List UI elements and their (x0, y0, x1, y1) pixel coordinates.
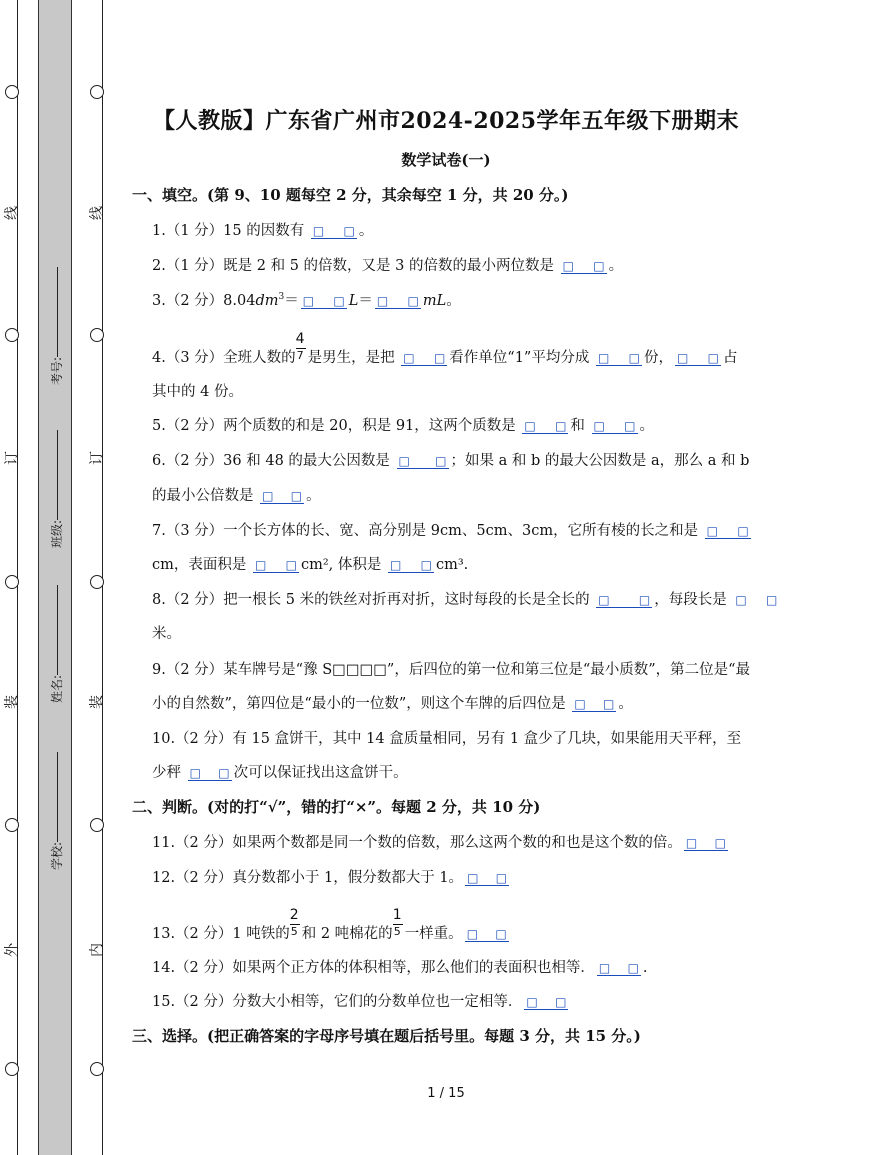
answer-blank[interactable]: □ □ (735, 593, 778, 607)
answer-blank[interactable]: □ □ (574, 697, 615, 711)
question-14: 14.（2 分）如果两个正方体的体积相等，那么他们的表面积也相等． □ □ . (152, 960, 648, 976)
answer-blank[interactable]: □ □ (467, 871, 508, 885)
question-12: 12.（2 分）真分数都小于 1，假分数都大于 1。 □ □ (152, 870, 508, 886)
punch-hole (90, 818, 104, 832)
punch-hole (5, 1062, 19, 1076)
margin-char-line: 线 (89, 206, 105, 220)
margin-char-line: 线 (4, 206, 20, 220)
class-field (48, 430, 65, 548)
punch-hole (90, 575, 104, 589)
punch-hole (90, 85, 104, 99)
answer-blank[interactable]: □ □ (676, 351, 719, 365)
page-number: 1 / 15 (427, 1086, 465, 1101)
margin-gray-band (38, 0, 72, 1155)
answer-blank[interactable]: □ □ (524, 419, 567, 433)
answer-blank[interactable]: □ □ (685, 836, 726, 850)
fraction: $\frac{2}{5}$ (289, 907, 299, 938)
answer-blank[interactable]: □ □ (597, 351, 640, 365)
punch-hole (5, 85, 19, 99)
question-8: 8.（2 分）把一根长 5 米的铁丝对折再对折，这时每段的长是全长的 □ □ ，每段长是 □ □ (152, 592, 778, 608)
margin-char-bind: 装 (89, 695, 105, 709)
name-label: 姓名: (50, 674, 64, 703)
fraction: $\frac{4}{7}$ (295, 331, 305, 362)
question-7: 7.（3 分）一个长方体的长、宽、高分别是 9cm、5cm、3cm，它所有棱的长之和是 □ □ (152, 523, 749, 539)
margin-char-staple: 订 (4, 451, 20, 465)
margin-char-staple: 订 (89, 451, 105, 465)
school-label: 学校: (50, 841, 64, 870)
answer-blank[interactable]: □ □ (598, 961, 639, 975)
class-label: 班级: (50, 519, 64, 548)
name-field (48, 585, 65, 703)
question-15: 15.（2 分）分数大小相等，它们的分数单位也一定相等． □ □ (152, 994, 567, 1010)
question-4: 4.（3 分）全班人数的 $\frac{4}{7}$ 是男生，是把 □ □ 看作单位“1”平均分成 □ □ 份， □ □ 占 (152, 331, 738, 366)
answer-blank[interactable]: □ □ (376, 294, 419, 308)
question-7-line-2: cm，表面积是 □ □ cm², 体积是 □ □ cm³. (152, 557, 469, 573)
answer-blank[interactable]: □ □ (593, 419, 636, 433)
punch-hole (5, 818, 19, 832)
answer-blank[interactable]: □ □ (254, 558, 297, 572)
punch-hole (5, 328, 19, 342)
school-field (48, 752, 65, 870)
question-2: 2.（1 分）既是 2 和 5 的倍数，又是 3 的倍数的最小两位数是 □ □ 。 (152, 258, 624, 274)
question-6-line-2: 的最小公倍数是 □ □ 。 (152, 488, 321, 504)
answer-blank[interactable]: □ □ (598, 593, 651, 607)
answer-blank[interactable]: □ □ (466, 927, 507, 941)
answer-blank[interactable]: □ □ (403, 351, 446, 365)
answer-blank[interactable]: □ □ (562, 259, 605, 273)
answer-blank[interactable]: □ □ (526, 995, 567, 1009)
question-11: 11.（2 分）如果两个数都是同一个数的倍数，那么这两个数的和也是这个数的倍。 □ □ (152, 835, 726, 851)
punch-hole (90, 328, 104, 342)
punch-hole (90, 1062, 104, 1076)
page-subtitle: 数学试卷(一) (401, 151, 491, 169)
question-5: 5.（2 分）两个质数的和是 20，积是 91，这两个质数是 □ □ 和 □ □ 。 (152, 418, 655, 434)
binding-margin (0, 0, 110, 1155)
answer-blank[interactable]: □ □ (706, 524, 749, 538)
question-6: 6.（2 分）36 和 48 的最大公因数是 □ □ ；如果 a 和 b 的最大公因数是 a，那么 a 和 b (152, 453, 750, 469)
punch-hole (5, 575, 19, 589)
answer-blank[interactable]: □ □ (398, 454, 447, 468)
question-1: 1.（1 分）15 的因数有 □ □ 。 (152, 223, 374, 239)
fraction: $\frac{1}{5}$ (392, 907, 402, 938)
question-10: 10.（2 分）有 15 盒饼干，其中 14 盒质量相同，另有 1 盒少了几块，如果能用天平秤，至 (152, 731, 742, 747)
margin-char-outside: 外 (4, 943, 20, 957)
question-9-line-2: 小的自然数”，第四位是“最小的一位数”，则这个车牌的后四位是 □ □ 。 (152, 696, 633, 712)
question-10-line-2: 少秤 □ □ 次可以保证找出这盒饼干。 (152, 765, 408, 781)
question-4-line-2: 其中的 4 份。 (152, 384, 243, 400)
section-true-false: 二、判断。(对的打“√”，错的打“×”。每题 2 分，共 10 分) (132, 798, 541, 816)
page-title: 【人教版】广东省广州市2024-2025学年五年级下册期末 (152, 108, 740, 134)
margin-char-inside: 内 (89, 943, 105, 957)
question-13: 13.（2 分）1 吨铁的 $\frac{2}{5}$ 和 2 吨棉花的 $\frac{1}{5}$ 一样重。 □ □ (152, 907, 507, 942)
answer-blank[interactable]: □ □ (390, 558, 432, 572)
answer-blank[interactable]: □ □ (302, 294, 345, 308)
section-multiple-choice: 三、选择。(把正确答案的字母序号填在题后括号里。每题 3 分，共 15 分。) (132, 1027, 641, 1045)
answer-blank[interactable]: □ □ (262, 489, 303, 503)
margin-char-bind: 装 (4, 695, 20, 709)
question-8-line-2: 米。 (152, 626, 181, 642)
exam-number-field (48, 267, 65, 385)
exam-number-label: 考号: (50, 356, 64, 385)
question-9: 9.（2 分）某车牌号是“豫 S□□□□”，后四位的第一位和第三位是“最小质数”，第二位是“最 (152, 662, 751, 678)
question-3: 3.（2 分）$8.04dm^3=$ □ □ L＝ □ □ mL。 (152, 292, 461, 309)
section-fill-in: 一、填空。(第 9、10 题每空 2 分，其余每空 1 分，共 20 分。) (132, 186, 569, 204)
answer-blank[interactable]: □ □ (189, 766, 230, 780)
answer-blank[interactable]: □ □ (312, 224, 355, 238)
